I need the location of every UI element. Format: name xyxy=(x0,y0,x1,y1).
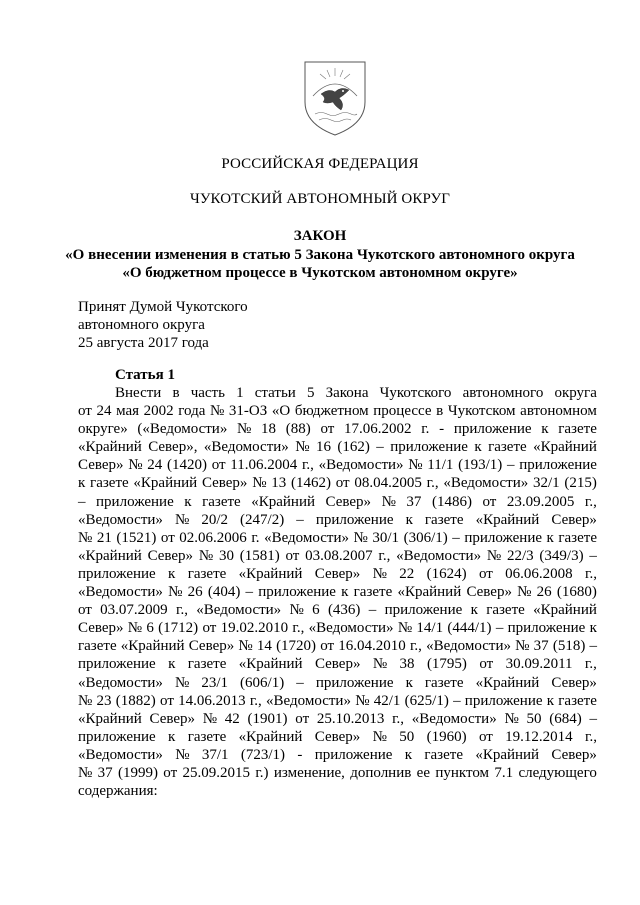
body-line: «Крайний Север» № 42 (1901) от 25.10.2013 г., «Ведомости» № 50 (684) – xyxy=(78,710,597,727)
body-line: Внести в часть 1 статьи 5 Закона Чукотского автономного округа xyxy=(115,385,597,401)
adoption-line-2: автономного округа xyxy=(78,317,205,333)
body-line: «Ведомости» № 26 (404) – приложение к газете «Крайний Север» № 26 (1680) xyxy=(78,584,597,601)
region-heading: ЧУКОТСКИЙ АВТОНОМНЫЙ ОКРУГ xyxy=(189,191,451,207)
adoption-date: 25 августа 2017 года xyxy=(78,335,209,351)
body-line: «Ведомости» № 20/2 (247/2) – приложение к газете «Крайний Север» xyxy=(78,511,597,528)
law-title-line-1: «О внесении изменения в статью 5 Закона Чукотского автономного округа xyxy=(65,247,575,263)
body-line: Север» № 6 (1712) от 19.02.2010 г., «Ведомости» № 14/1 (444/1) – приложение к xyxy=(78,620,597,637)
adoption-line-1: Принят Думой Чукотского xyxy=(78,299,248,315)
body-line: «Ведомости» № 37/1 (723/1) - приложение к газете «Крайний Север» xyxy=(78,746,597,763)
law-heading: ЗАКОН xyxy=(293,228,347,244)
law-title-line-2: «О бюджетном процессе в Чукотском автономном округе» xyxy=(122,265,518,281)
coat-of-arms-icon xyxy=(299,58,371,138)
body-line: приложение к газете «Крайний Север» № 50 (1960) от 19.12.2014 г., xyxy=(78,728,597,745)
body-line: Север» № 24 (1420) от 11.06.2004 г., «Ведомости» № 11/1 (193/1) – приложение xyxy=(78,457,597,474)
body-line: от 24 мая 2002 года № 31-ОЗ «О бюджетном процессе в Чукотском автономном xyxy=(78,403,597,420)
body-line: «Крайний Север» № 30 (1581) от 03.08.2007 г., «Ведомости» № 22/3 (349/3) – xyxy=(78,547,597,564)
body-line: округе» («Ведомости» № 18 (88) от 17.06.2002 г. - приложение к газете xyxy=(78,421,597,438)
article-body xyxy=(78,384,597,800)
body-line: № 23 (1882) от 14.06.2013 г., «Ведомости» № 42/1 (625/1) – приложение к газете xyxy=(78,692,597,709)
body-line: приложение к газете «Крайний Север» № 38 (1795) от 30.09.2011 г., xyxy=(78,656,597,673)
body-line: к газете «Крайний Север» № 13 (1462) от 08.04.2005 г., «Ведомости» 32/1 (215) xyxy=(78,475,597,492)
body-line: «Крайний Север», «Ведомости» № 16 (162) – приложение к газете «Крайний xyxy=(78,439,597,456)
body-line: «Ведомости» № 23/1 (606/1) – приложение к газете «Крайний Север» xyxy=(78,674,597,691)
body-line: – приложение к газете «Крайний Север» № 37 (1486) от 23.09.2005 г., xyxy=(78,493,597,510)
adoption-info xyxy=(78,298,248,352)
country-heading: РОССИЙСКАЯ ФЕДЕРАЦИЯ xyxy=(221,156,419,172)
body-line: № 21 (1521) от 02.06.2006 г. «Ведомости» № 30/1 (306/1) – приложение к газете xyxy=(78,529,597,546)
article-heading: Статья 1 xyxy=(115,367,175,383)
body-line: № 37 (1999) от 25.09.2015 г.) изменение, дополнив ее пунктом 7.1 следующего xyxy=(78,764,597,781)
body-line: приложение к газете «Крайний Север» № 22 (1624) от 06.06.2008 г., xyxy=(78,565,597,582)
body-line: газете «Крайний Север» № 14 (1720) от 16.04.2010 г., «Ведомости» № 37 (518) – xyxy=(78,638,597,655)
body-line: содержания: xyxy=(78,783,158,800)
body-line: от 03.07.2009 г., «Ведомости» № 6 (436) – приложение к газете «Крайний xyxy=(78,602,597,619)
